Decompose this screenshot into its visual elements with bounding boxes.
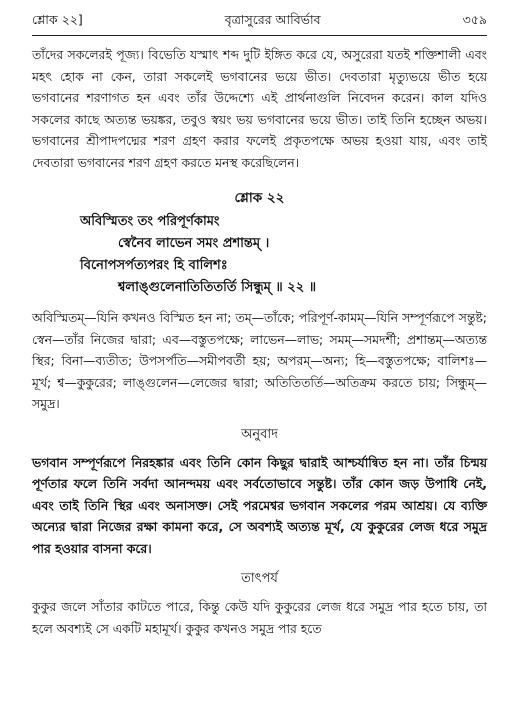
header-verse-ref: শ্লোক ২২] <box>32 12 83 27</box>
sanskrit-verse <box>32 211 487 299</box>
purport-heading: তাৎপর্য <box>241 571 278 586</box>
verse-line: স্বেনৈব লাভেন সমং প্রশান্তম্ । <box>118 236 270 251</box>
translation-section <box>32 452 487 560</box>
translation-heading: অনুবাদ <box>241 426 278 442</box>
intro-paragraph: তাঁদের সকলেরই পূজ্য। বিভেতি যস্মাৎ শব্দ দুটি ইঙ্গিত করে যে, অসুরেরা যতই শক্তিশালী এবং মহৎ হোক না কেন, তারা সকলেই ভগবানের ভয়ে ভীত। দেবতারা মৃত্যুভয়ে ভীত হয়ে ভগবানের শরণাগত হন এবং তাঁর উদ্দেশ্যে এই প্রার্থনাগুলি নিবেদন করেন। কাল যদিও সকলের কাছে অত্যন্ত ভয়ঙ্কর, তবুও স্বয়ং ভয় ভগবানের ভয়ে ভীত। তাই তিনি হচ্ছেন অভয়। ভগবানের শ্রীপাদপদ্মের শরণ গ্রহণ করার ফলেই প্রকৃতপক্ষে অভয় হওয়া যায়, এবং তাই দেবতারা ভগবানের শরণ গ্রহণ করতে মনস্থ করেছিলেন। <box>32 47 487 170</box>
running-header <box>32 12 487 36</box>
verse-title: শ্লোক ২২ <box>234 190 285 206</box>
header-page-number: ৩৫৯ <box>462 12 487 27</box>
synonyms-paragraph: অবিস্মিতম্—যিনি কখনও বিস্মিত হন না; তম্—তাঁকে; পরিপূর্ণ-কামম্—যিনি সম্পূর্ণরূপে সন্তুষ্ট; স্বেন—তাঁর নিজের দ্বারা; এব—বস্তুতপক্ষে; লাভেন—লাভ; সমম্—সমদর্শী; প্রশান্তম্—অত্যন্ত স্থির; বিনা—ব্যতীত; উপসর্পতি—সমীপবর্তী হয়; অপরম্—অন্য; হি—বস্তুতপক্ষে; বালিশঃ—মূর্খ; শ্ব—কুকুরের; লাঙ্গুলেন—লেজের দ্বারা; অতিতিতর্তি—অতিক্রম করতে চায়; সিন্ধুম্—সমুদ্র। <box>32 310 487 411</box>
header-chapter-title: বৃত্রাসুরের আবির্ভাব <box>224 12 321 27</box>
verse-line: শ্বলাঙ্গুলেনাতিতিতর্তি সিন্ধুম্ ॥ ২২ ॥ <box>118 280 317 295</box>
page-body <box>32 44 487 639</box>
verse-line: অবিস্মিতং তং পরিপূর্ণকামং <box>80 214 220 229</box>
verse-line: বিনোপসর্পত্যপরং হি বালিশঃ <box>80 258 228 273</box>
purport-text: কুকুর জলে সাঁতার কাটতে পারে, কিন্তু কেউ যদি কুকুরের লেজ ধরে সমুদ্র পার হতে চায়, তা হলে অবশ্যই সে একটি মহামূর্খ। কুকুর কখনও সমুদ্র পার হতে <box>32 599 487 636</box>
translation-text: ভগবান সম্পূর্ণরূপে নিরহঙ্কার এবং তিনি কোন কিছুর দ্বারাই আশ্চর্যান্বিত হন না। তাঁর চিন্ময় পূর্ণতার ফলে তিনি সর্বদা আনন্দময় এবং সর্বতোভাবে সন্তুষ্ট। তাঁর কোন জড় উপাধি নেই, এবং তাই তিনি স্থির এবং অনাসক্ত। সেই পরমেশ্বর ভগবান সকলের পরম আশ্রয়। যে ব্যক্তি অন্যের দ্বারা নিজের রক্ষা কামনা করে, সে অবশ্যই অত্যন্ত মূর্খ, যে কুকুরের লেজ ধরে সমুদ্র পার হওয়ার বাসনা করে। <box>32 454 487 556</box>
